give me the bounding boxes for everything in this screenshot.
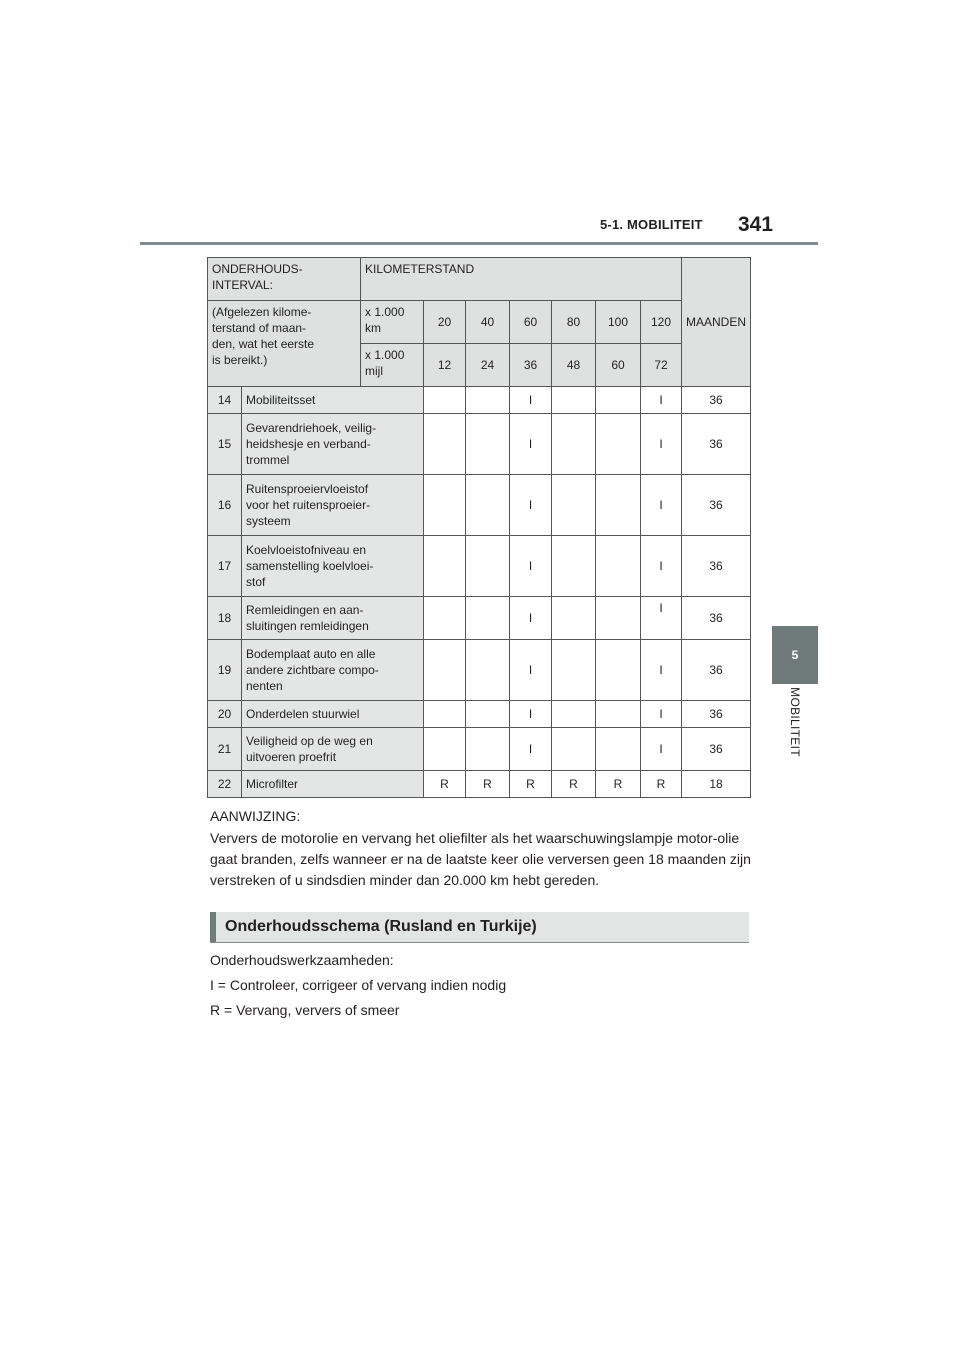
- table-row: [208, 536, 751, 597]
- table-row: [208, 728, 751, 771]
- interval-cell: [596, 701, 641, 728]
- interval-cell: [552, 640, 596, 701]
- km-unit: x 1.000 km: [361, 301, 424, 344]
- interval-cell: [596, 536, 641, 597]
- item-number: 17: [208, 536, 242, 597]
- interval-cell: I: [510, 640, 552, 701]
- interval-cell: I: [510, 536, 552, 597]
- chapter-label: MOBILITEIT: [788, 687, 802, 757]
- interval-cell: [424, 387, 466, 414]
- interval-cell: [596, 414, 641, 475]
- interval-note: (Afgelezen kilome- terstand of maan- den, wat het eerste is bereikt.): [208, 301, 361, 387]
- item-description: Koelvloeistofniveau en samenstelling koelvloei- stof: [242, 536, 424, 597]
- mile-value: 24: [466, 344, 510, 387]
- item-description: Gevarendriehoek, veilig- heidshesje en verband- trommel: [242, 414, 424, 475]
- table-row: [208, 387, 751, 414]
- table-row: [208, 771, 751, 798]
- interval-cell: [552, 387, 596, 414]
- page-number: 341: [738, 213, 774, 236]
- mile-value: 36: [510, 344, 552, 387]
- item-number: 18: [208, 597, 242, 640]
- interval-cell: R: [424, 771, 466, 798]
- interval-cell: I: [510, 475, 552, 536]
- interval-cell: [596, 728, 641, 771]
- months-cell: 36: [682, 597, 751, 640]
- item-description: Ruitensproeiervloeistof voor het ruitensproeier- systeem: [242, 475, 424, 536]
- item-description: Veiligheid op de weg en uitvoeren proefrit: [242, 728, 424, 771]
- item-description: Remleidingen en aan- sluitingen remleidingen: [242, 597, 424, 640]
- interval-cell: [596, 387, 641, 414]
- interval-cell: [424, 640, 466, 701]
- mile-unit: x 1.000 mijl: [361, 344, 424, 387]
- interval-cell: [424, 536, 466, 597]
- tasks-label: Onderhoudswerkzaamheden:: [210, 952, 394, 968]
- interval-cell: [596, 597, 641, 640]
- interval-cell: [552, 414, 596, 475]
- maintenance-table: [207, 257, 751, 798]
- interval-cell: [552, 701, 596, 728]
- item-description: Bodemplaat auto en alle andere zichtbare compo- nenten: [242, 640, 424, 701]
- note-title: AANWIJZING:: [210, 808, 301, 824]
- km-value: 80: [552, 301, 596, 344]
- interval-cell: R: [510, 771, 552, 798]
- interval-cell: [466, 701, 510, 728]
- item-description: Onderdelen stuurwiel: [242, 701, 424, 728]
- interval-cell: [552, 728, 596, 771]
- mile-value: 60: [596, 344, 641, 387]
- interval-cell: I: [510, 701, 552, 728]
- interval-cell: [552, 475, 596, 536]
- interval-cell: I: [641, 387, 682, 414]
- interval-cell: I: [510, 597, 552, 640]
- months-cell: 36: [682, 414, 751, 475]
- interval-cell: [424, 475, 466, 536]
- interval-cell: [466, 536, 510, 597]
- interval-cell: [466, 475, 510, 536]
- interval-cell: R: [641, 771, 682, 798]
- table-row: [208, 701, 751, 728]
- interval-cell: I: [641, 414, 682, 475]
- months-cell: 36: [682, 640, 751, 701]
- months-cell: 36: [682, 475, 751, 536]
- item-number: 21: [208, 728, 242, 771]
- table-row: [208, 414, 751, 475]
- interval-cell: [424, 701, 466, 728]
- months-cell: 36: [682, 728, 751, 771]
- interval-cell: [466, 640, 510, 701]
- interval-cell: R: [466, 771, 510, 798]
- interval-cell: [466, 728, 510, 771]
- interval-cell: I: [641, 728, 682, 771]
- interval-cell: I: [510, 387, 552, 414]
- interval-cell: [466, 414, 510, 475]
- months-cell: 36: [682, 701, 751, 728]
- km-value: 60: [510, 301, 552, 344]
- table-row: [208, 640, 751, 701]
- interval-cell: [552, 536, 596, 597]
- interval-cell: [424, 597, 466, 640]
- km-row: [208, 301, 751, 344]
- legend-r: R = Vervang, ververs of smeer: [210, 1002, 400, 1018]
- item-description: Microfilter: [242, 771, 424, 798]
- section-heading-box: [210, 912, 749, 942]
- interval-cell: [596, 475, 641, 536]
- header-divider: [140, 242, 818, 245]
- interval-cell: R: [552, 771, 596, 798]
- interval-cell: [596, 640, 641, 701]
- item-number: 14: [208, 387, 242, 414]
- mile-value: 12: [424, 344, 466, 387]
- km-value: 20: [424, 301, 466, 344]
- months-cell: 36: [682, 536, 751, 597]
- months-cell: 36: [682, 387, 751, 414]
- interval-cell: [466, 387, 510, 414]
- interval-cell: I: [510, 728, 552, 771]
- interval-cell: R: [596, 771, 641, 798]
- interval-cell: [466, 597, 510, 640]
- legend-i: I = Controleer, corrigeer of vervang indien nodig: [210, 977, 507, 993]
- interval-cell: I: [641, 536, 682, 597]
- km-value: 100: [596, 301, 641, 344]
- item-number: 15: [208, 414, 242, 475]
- km-value: 40: [466, 301, 510, 344]
- item-description: Mobiliteitsset: [242, 387, 424, 414]
- odometer-header: KILOMETERSTAND: [361, 258, 682, 301]
- interval-cell: I: [641, 701, 682, 728]
- months-header: MAANDEN: [682, 258, 751, 387]
- interval-header: ONDERHOUDS- INTERVAL:: [208, 258, 361, 301]
- note-body: Ververs de motorolie en vervang het oliefilter als het waarschuwingslampje motor-olie gaat branden, zelfs wanneer er na de laatste keer olie verversen geen 18 maanden zijn verstreken of u sindsdien minder dan 20.000 km hebt gereden.: [210, 830, 751, 888]
- mile-value: 72: [641, 344, 682, 387]
- section-header: 5-1. MOBILITEIT: [600, 217, 703, 232]
- item-number: 22: [208, 771, 242, 798]
- table-header-row: [208, 258, 751, 301]
- chapter-tab[interactable]: [772, 626, 818, 684]
- item-number: 19: [208, 640, 242, 701]
- interval-cell: I: [641, 597, 682, 640]
- interval-cell: I: [641, 475, 682, 536]
- table-row: [208, 475, 751, 536]
- interval-cell: I: [641, 640, 682, 701]
- mile-value: 48: [552, 344, 596, 387]
- chapter-number: 5: [791, 648, 799, 662]
- section-heading: Onderhoudsschema (Rusland en Turkije): [225, 918, 537, 935]
- item-number: 16: [208, 475, 242, 536]
- section-divider: [210, 942, 749, 943]
- interval-cell: I: [510, 414, 552, 475]
- interval-cell: [424, 728, 466, 771]
- item-number: 20: [208, 701, 242, 728]
- table-row: [208, 597, 751, 640]
- interval-cell: [552, 597, 596, 640]
- km-value: 120: [641, 301, 682, 344]
- interval-cell: [424, 414, 466, 475]
- months-cell: 18: [682, 771, 751, 798]
